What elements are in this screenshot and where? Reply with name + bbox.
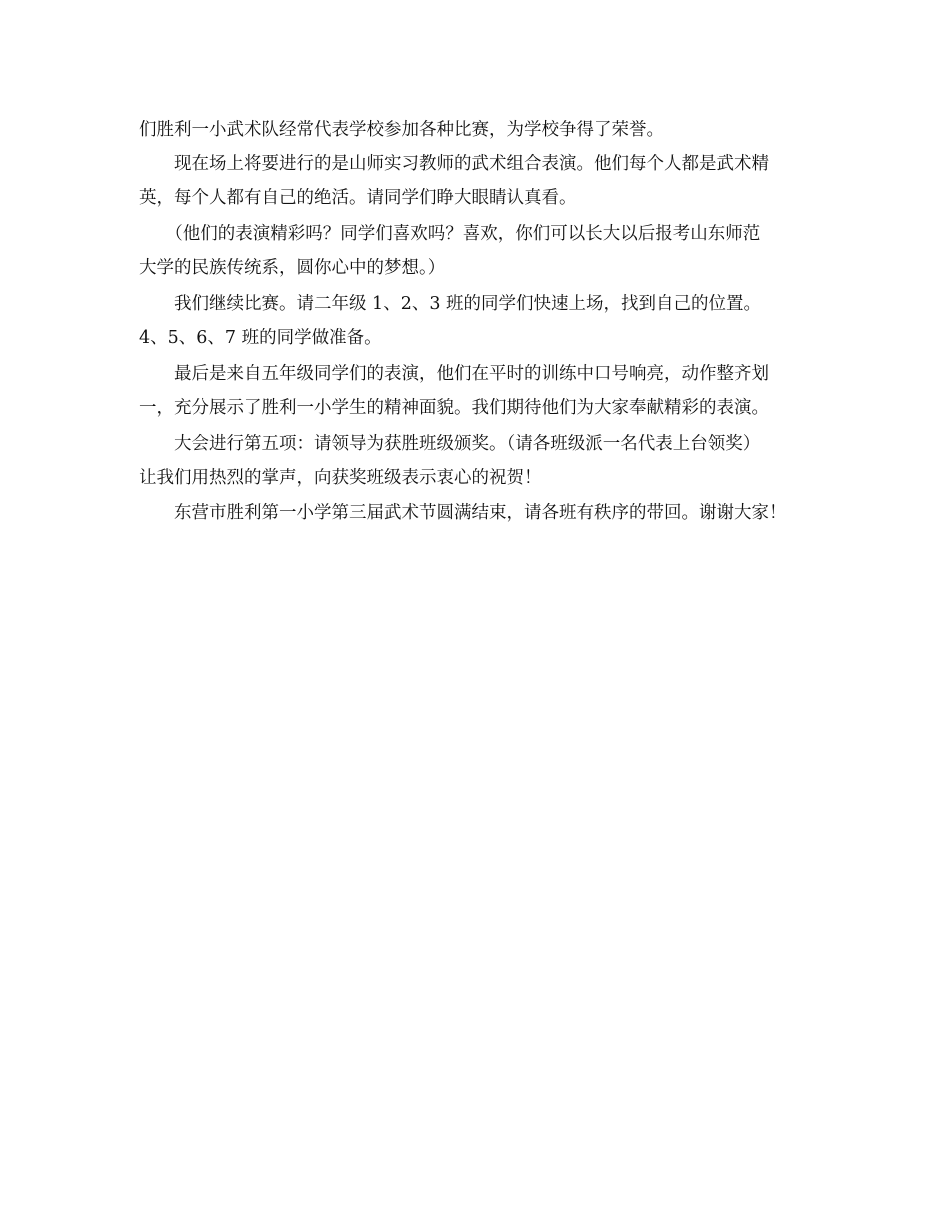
text-line: 我们继续比赛。请二年级 1、2、3 班的同学们快速上场，找到自己的位置。 <box>139 294 762 314</box>
text-line: 最后是来自五年级同学们的表演，他们在平时的训练中口号响亮，动作整齐划 <box>139 364 769 384</box>
text-line: 英，每个人都有自己的绝活。请同学们睁大眼睛认真看。 <box>139 188 577 208</box>
text-line: 大会进行第五项：请领导为获胜班级颁奖。（请各班级派一名代表上台领奖） <box>139 434 761 454</box>
text-line: 现在场上将要进行的是山师实习教师的武术组合表演。他们每个人都是武术精 <box>139 154 769 174</box>
text-line: 让我们用热烈的掌声，向获奖班级表示衷心的祝贺！ <box>139 468 542 488</box>
text-line: 们胜利一小武术队经常代表学校参加各种比赛，为学校争得了荣誉。 <box>139 120 664 140</box>
text-line: 东营市胜利第一小学第三届武术节圆满结束，请各班有秩序的带回。谢谢大家！ <box>139 503 787 523</box>
text-line: 4、5、6、7 班的同学做准备。 <box>139 328 382 348</box>
text-line: 一，充分展示了胜利一小学生的精神面貌。我们期待他们为大家奉献精彩的表演。 <box>139 398 769 418</box>
text-line: 大学的民族传统系，圆你心中的梦想。） <box>139 258 446 278</box>
text-line: （他们的表演精彩吗？同学们喜欢吗？喜欢，你们可以长大以后报考山东师范 <box>139 224 761 244</box>
